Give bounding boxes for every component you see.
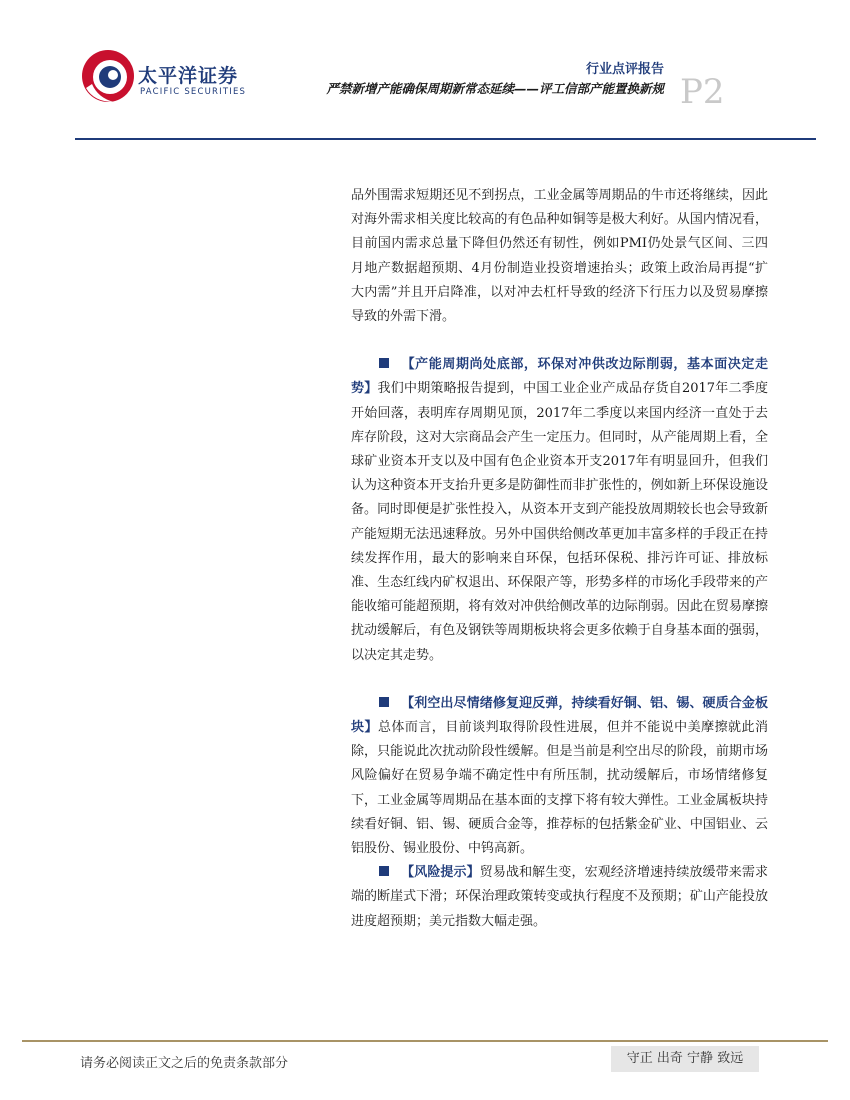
report-type: 行业点评报告 — [585, 62, 664, 77]
section-capacity-cycle — [351, 353, 768, 668]
section-heading: 【产能周期尚处底部，环保对冲供改边际削弱，基本面决定走势】 — [351, 357, 768, 397]
square-bullet-icon — [379, 866, 389, 876]
section-text: 总体而言，目前谈判取得阶段性进展，但并不能说中美摩擦就此消除，只能说此次扰动阶段性缓解。但是当前是利空出尽的阶段，前期市场风险偏好在贸易争端不确定性中有所压制，扰动缓解后，市场情绪修复下，工业金属等周期品在基本面的支撑下将有较大弹性。工业金属板块持续看好铜、铝、锡、硬质合金等，推荐标的包括紫金矿业、中国铝业、云铝股份、锡业股份、中钨高新。 — [351, 720, 768, 857]
logo-chinese-name: 太平洋证券 — [138, 65, 239, 87]
header-divider — [75, 138, 816, 140]
footer-motto: 守正 出奇 宁静 致远 — [611, 1046, 759, 1072]
report-body — [351, 184, 768, 934]
company-logo — [80, 46, 247, 106]
section-heading: 【利空出尽情绪修复迎反弹，持续看好铜、铝、锡、硬质合金板块】 — [351, 695, 768, 736]
report-title: 严禁新增产能确保周期新常态延续——评工信部产能置换新规 — [326, 81, 664, 96]
section-risk-warning — [351, 861, 768, 934]
paragraph-intro: 品外围需求短期还见不到拐点，工业金属等周期品的牛市还将继续，因此对海外需求相关度比较高的有色品种如铜等是极大利好。从国内情况看，目前国内需求总量下降但仍然还有韧性，例如PMI仍处景气区间、三四月地产数据超预期、4月份制造业投资增速抬头；政策上政治局再提“扩大内需”并且开启降准，以对冲去杠杆导致的经济下行压力以及贸易摩擦导致的外需下滑。 — [351, 188, 768, 325]
footer-disclaimer: 请务必阅读正文之后的免责条款部分 — [80, 1056, 289, 1071]
section-heading: 【风险提示】 — [401, 865, 480, 881]
section-rebound-outlook — [351, 692, 768, 861]
pacific-securities-logo-icon — [80, 48, 136, 104]
page-number: P2 — [680, 72, 725, 112]
square-bullet-icon — [379, 358, 389, 368]
section-text: 我们中期策略报告提到，中国工业企业产成品存货自2017年二季度开始回落，表明库存周期见顶，2017年二季度以来国内经济一直处于去库存阶段，这对大宗商品会产生一定压力。但同时，从产能周期上看，全球矿业资本开支以及中国有色企业资本开支2017年有明显回升，但我们认为这种资本开支抬升更多是防御性而非扩张性的，例如新上环保设施设备。同时即便是扩张性投入，从资本开支到产能投放周期较长也会导致新产能短期无法迅速释放。另外中国供给侧改革更加丰富多样的手段正在持续发挥作用，最大的影响来自环保，包括环保税、排污许可证、排放标准、生态红线内矿权退出、环保限产等，形势多样的市场化手段带来的产能收缩可能超预期，将有效对冲供给侧改革的边际削弱。因此在贸易摩擦扰动缓解后，有色及钢铁等周期板块将会更多依赖于自身基本面的强弱，以决定其走势。 — [351, 381, 768, 663]
footer-divider — [22, 1040, 828, 1042]
square-bullet-icon — [379, 697, 389, 707]
logo-english-name: PACIFIC SECURITIES — [140, 87, 247, 97]
section-text: 贸易战和解生变，宏观经济增速持续放缓带来需求端的断崖式下滑；环保治理政策转变或执行程度不及预期；矿山产能投放进度超预期；美元指数大幅走强。 — [351, 865, 768, 929]
